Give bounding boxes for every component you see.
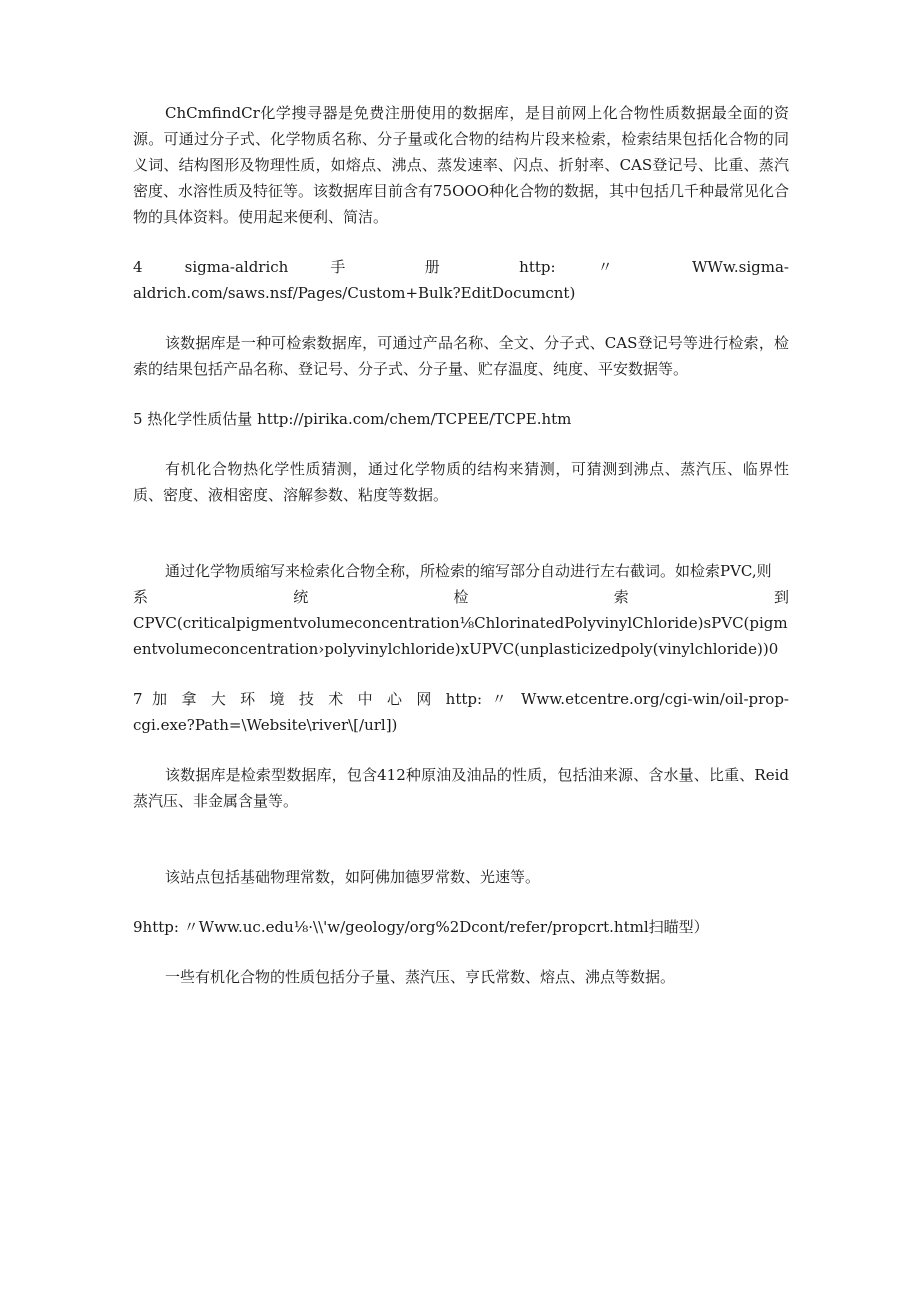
spacer (133, 738, 789, 762)
spacer (133, 508, 789, 558)
heading-etcentre-url: cgi.exe?Path=\Website\river\[∕url]) (133, 716, 398, 734)
paragraph-physical-constants: 该站点包括基础物理常数，如阿佛加德罗常数、光速等。 (165, 868, 541, 886)
heading-uc-edu: 9http: 〃Www.uc.edu⅛·\\'w∕geology/org%2Dcont/refer/propcrt.html扫瞄型） (133, 918, 709, 936)
spacer (133, 940, 789, 964)
spacer (133, 306, 789, 330)
heading-sigma-aldrich-url: aldrich.com/saws.nsf/Pages/Custom+Bulk?EditDocumcnt) (133, 284, 576, 302)
spacer (133, 662, 789, 686)
heading-thermochemistry: 5 热化学性质估量 http://pirika.com/chem/TCPEE/TCPE.htm (133, 410, 572, 428)
spacer (133, 890, 789, 914)
spacer (133, 230, 789, 254)
paragraph-abbreviation-line1: 通过化学物质缩写来检索化合物全称，所检索的缩写部分自动进行左右截词。如检索PVC,则 (165, 562, 772, 580)
paragraph-abbreviation-line3: CPVC(criticalpigmentvolumeconcentration⅛ChlorinatedPolyvinylChloride)sPVC(pigmentvolumeconcentration›polyvinylchloride)xUPVC(unplasticizedpoly(vinylchloride))0 (133, 614, 788, 658)
spacer (133, 814, 789, 864)
paragraph-organic-compounds: 一些有机化合物的性质包括分子量、蒸汽压、亨氏常数、熔点、沸点等数据。 (165, 968, 676, 986)
paragraph-chemfinder: ChCmfindCr化学搜寻器是免费注册使用的数据库，是目前网上化合物性质数据最全面的资源。可通过分子式、化学物质名称、分子量或化合物的结构片段来检索，检索结果包括化合物的同义词、结构图形及物理性质，如熔点、沸点、蒸发速率、闪点、折射率、CAS登记号、比重、蒸汽密度、水溶性质及特征等。该数据库目前含有75OOO种化合物的数据，其中包括几千种最常见化合物的具体资料。使用起来便利、简洁。 (133, 104, 789, 226)
paragraph-abbreviation-line2: 系 统 检 索 到 (133, 588, 789, 606)
heading-etcentre: 7 加 拿 大 环 境 技 术 中 心 网 http: 〃 Www.etcentre.org∕cgi-win∕oil-prop- (133, 690, 789, 708)
spacer (133, 432, 789, 456)
heading-sigma-aldrich: 4 sigma-aldrich 手 册 http: 〃 WWw.sigma- (133, 258, 789, 276)
paragraph-thermochemistry: 有机化合物热化学性质猜测，通过化学物质的结构来猜测，可猜测到沸点、蒸汽压、临界性质、密度、液相密度、溶解参数、粘度等数据。 (133, 460, 789, 504)
paragraph-oil-database: 该数据库是检索型数据库，包含412种原油及油品的性质，包括油来源、含水量、比重、Reid蒸汽压、非金属含量等。 (133, 766, 789, 810)
spacer (133, 382, 789, 406)
document-page (133, 100, 789, 990)
paragraph-sigma-aldrich: 该数据库是一种可检索数据库，可通过产品名称、全文、分子式、CAS登记号等进行检索，检索的结果包括产品名称、登记号、分子式、分子量、贮存温度、纯度、平安数据等。 (133, 334, 789, 378)
